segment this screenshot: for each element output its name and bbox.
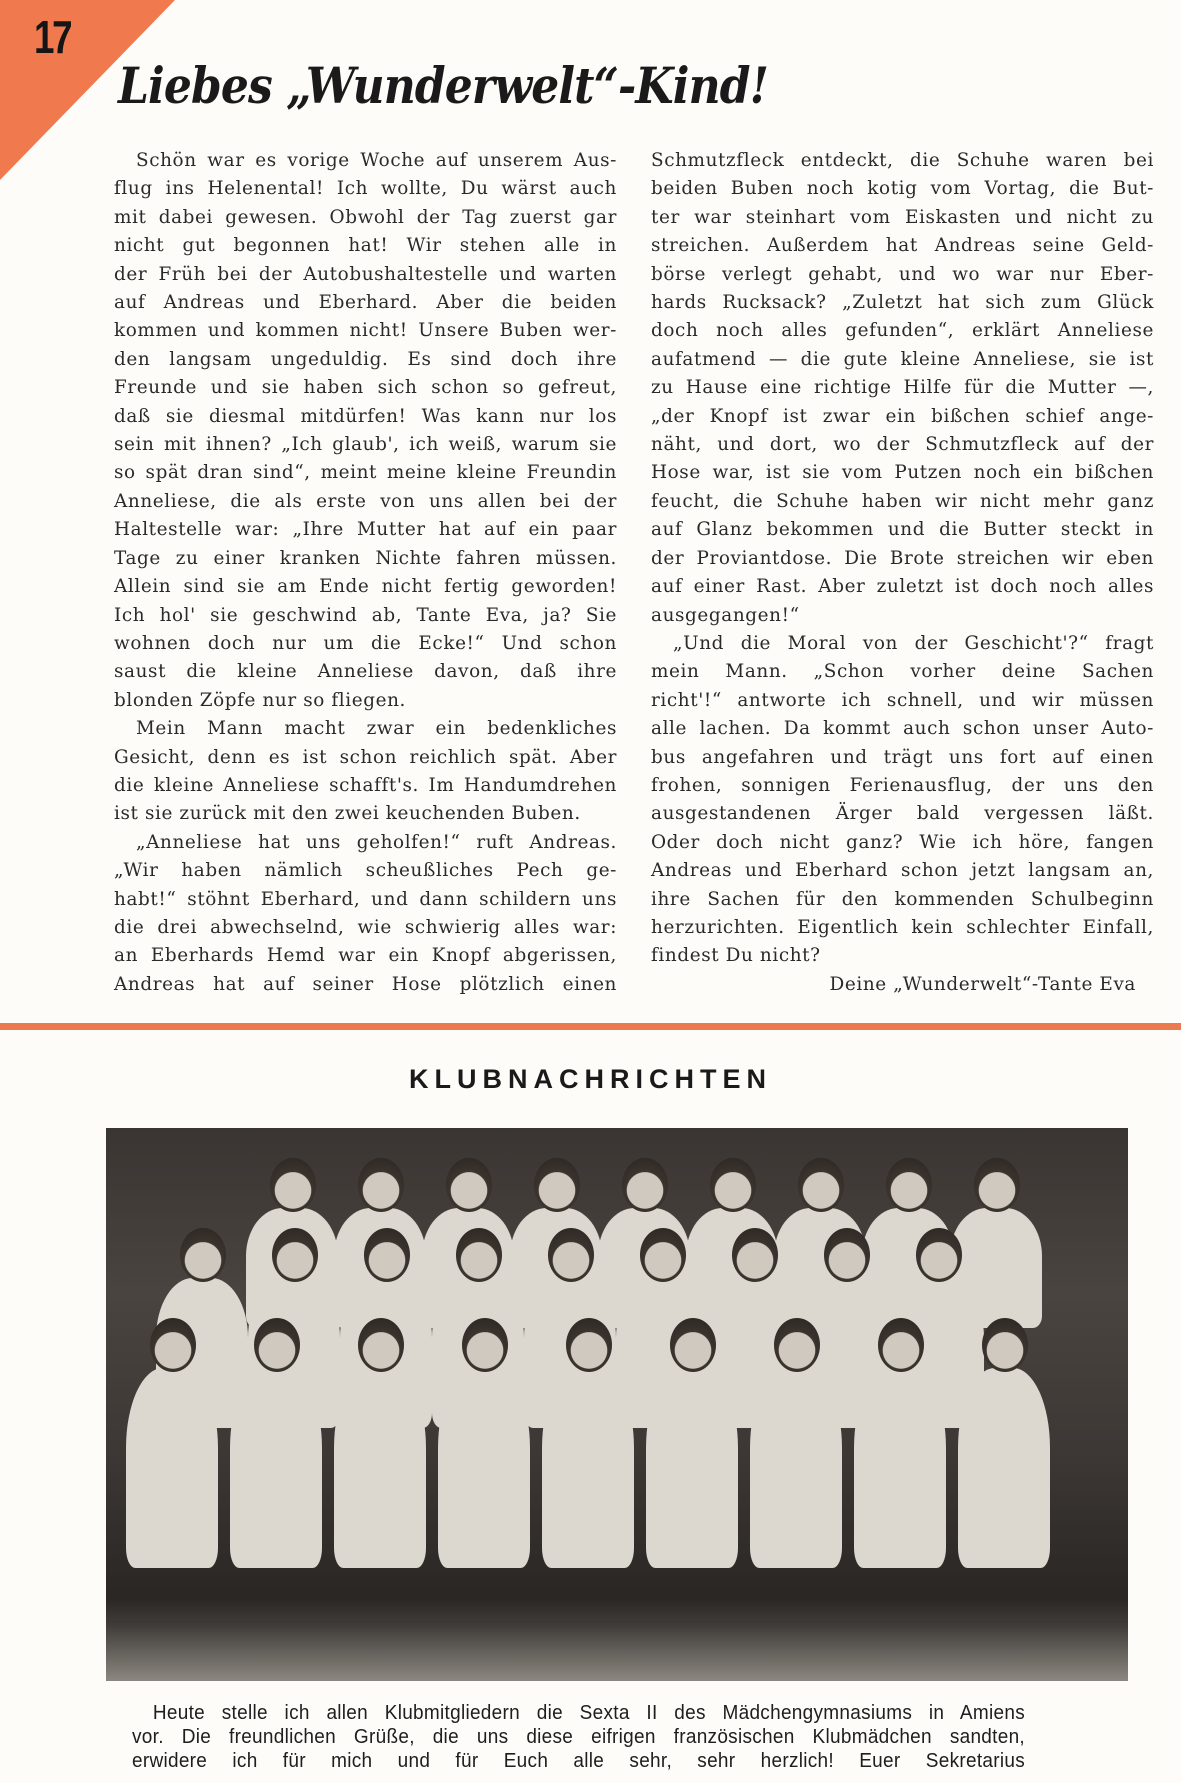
text-line: Andreas und Eberhard schon jetzt langsam an, bbox=[651, 860, 1154, 882]
photo-caption bbox=[132, 1701, 1025, 1773]
letter-column-left bbox=[114, 147, 617, 999]
text-line: Tage zu einer kranken Nichte fahren müssen. bbox=[114, 547, 617, 569]
caption-line: Heute stelle ich allen Klubmitgliedern die Sexta II des Mädchengymnasiums in Amiens bbox=[152, 1702, 1025, 1724]
photo-figure-head bbox=[774, 1318, 820, 1372]
text-line: kommen und kommen nicht! Unsere Buben wer- bbox=[114, 320, 617, 342]
text-line: auf Glanz bekommen und die Butter steckt in bbox=[651, 519, 1154, 541]
section-heading: KLUBNACHRICHTEN bbox=[409, 1064, 772, 1094]
text-line: bus angefahren und trägt uns fort auf einen bbox=[651, 746, 1154, 768]
letter-signature: Deine „Wunderwelt“-Tante Eva bbox=[829, 973, 1136, 995]
text-line: näht, und dort, wo der Schmutzfleck auf der bbox=[651, 434, 1154, 456]
text-line: Allein sind sie am Ende nicht fertig geworden! bbox=[114, 576, 617, 598]
text-line: ist sie zurück mit den zwei keuchenden Buben. bbox=[114, 803, 581, 825]
text-line: sein mit ihnen? „Ich glaub', ich weiß, warum sie bbox=[114, 434, 617, 456]
text-line: frohen, sonnigen Ferienausflug, der uns den bbox=[651, 774, 1154, 796]
photo-figure bbox=[334, 1368, 426, 1568]
text-line: findest Du nicht? bbox=[651, 945, 821, 967]
letter-title: Liebes „Wunderwelt“-Kind! bbox=[118, 56, 769, 115]
text-line: mit dabei gewesen. Obwohl der Tag zuerst gar bbox=[114, 206, 617, 228]
text-line: Hose war, ist sie vom Putzen noch ein bißchen bbox=[651, 462, 1154, 484]
caption-line: vor. Die freundlichen Grüße, die uns diese eifrigen französischen Klubmädchen sandten, bbox=[132, 1726, 1025, 1748]
text-line: auf einer Rast. Aber zuletzt ist doch noch alles bbox=[651, 576, 1154, 598]
text-line: habt!“ stöhnt Eberhard, und dann schildern uns bbox=[114, 888, 617, 910]
text-line: börse verlegt gehabt, und wo war nur Eber- bbox=[651, 263, 1154, 285]
text-line: der Proviantdose. Die Brote streichen wir eben bbox=[651, 547, 1154, 569]
text-line: blonden Zöpfe nur so fliegen. bbox=[114, 689, 406, 711]
text-line: flug ins Helenental! Ich wollte, Du wärst auch bbox=[114, 178, 617, 200]
photo-figure-head bbox=[886, 1158, 932, 1212]
text-line: Andreas hat auf seiner Hose plötzlich einen bbox=[114, 973, 617, 995]
photo-figure-head bbox=[710, 1158, 756, 1212]
text-line: ausgegangen!“ bbox=[651, 604, 800, 626]
text-line: nicht gut begonnen hat! Wir stehen alle in bbox=[114, 235, 617, 257]
text-line: Anneliese, die als erste von uns allen bei der bbox=[114, 490, 617, 512]
text-line: Haltestelle war: „Ihre Mutter hat auf ein paar bbox=[114, 519, 617, 541]
text-line: herzurichten. Eigentlich kein schlechter Einfall, bbox=[651, 916, 1154, 938]
text-line: Gesicht, denn es ist schon reichlich spät. Aber bbox=[114, 746, 617, 768]
text-line: wohnen doch nur um die Ecke!“ Und schon bbox=[114, 632, 617, 654]
photo-figure-head bbox=[358, 1318, 404, 1372]
text-line: „Und die Moral von der Geschicht'?“ fragt bbox=[673, 632, 1154, 654]
photo-figure-head bbox=[254, 1318, 300, 1372]
photo-figure-head bbox=[548, 1228, 594, 1282]
photo-figure bbox=[542, 1368, 634, 1568]
section-divider bbox=[0, 1023, 1181, 1030]
text-line: saust die kleine Anneliese davon, daß ihre bbox=[114, 661, 617, 683]
photo-figure bbox=[750, 1368, 842, 1568]
letter-column-right bbox=[651, 147, 1154, 999]
text-line: auf Andreas und Eberhard. Aber die beiden bbox=[114, 292, 617, 314]
photo-figure-head bbox=[732, 1228, 778, 1282]
photo-figure-head bbox=[622, 1158, 668, 1212]
photo-figure-head bbox=[180, 1228, 226, 1282]
text-line: Mein Mann macht zwar ein bedenkliches bbox=[136, 718, 617, 740]
photo-figure-head bbox=[446, 1158, 492, 1212]
text-line: Schmutzfleck entdeckt, die Schuhe waren bei bbox=[651, 150, 1154, 171]
text-line: die drei abwechselnd, wie schwierig alles war: bbox=[114, 916, 617, 938]
photo-figure-head bbox=[824, 1228, 870, 1282]
text-line: richt'!“ antworte ich schnell, und wir müssen bbox=[651, 689, 1154, 711]
text-line: der Früh bei der Autobushaltestelle und warten bbox=[114, 263, 617, 285]
photo-figure-head bbox=[566, 1318, 612, 1372]
text-line: ihre Sachen für den kommenden Schulbeginn bbox=[651, 888, 1154, 910]
photo-figure-head bbox=[358, 1158, 404, 1212]
text-line: „der Knopf ist zwar ein bißchen schief ange- bbox=[651, 405, 1154, 427]
text-line: hards Rucksack? „Zuletzt hat sich zum Glück bbox=[651, 292, 1154, 314]
photo-figure-head bbox=[974, 1158, 1020, 1212]
text-line: den langsam ungeduldig. Es sind doch ihre bbox=[114, 348, 617, 370]
photo-figure bbox=[958, 1368, 1050, 1568]
photo-figure-head bbox=[982, 1318, 1028, 1372]
photo-figure-head bbox=[670, 1318, 716, 1372]
photo-figure-head bbox=[798, 1158, 844, 1212]
text-line: beiden Buben noch kotig vom Vortag, die But- bbox=[651, 178, 1154, 200]
text-line: zu Hause eine richtige Hilfe für die Mutter —, bbox=[651, 377, 1154, 399]
text-line: so spät dran sind“, meint meine kleine Freundin bbox=[114, 462, 617, 484]
photo-figure bbox=[230, 1368, 322, 1568]
photo-figure-head bbox=[916, 1228, 962, 1282]
text-line: Ich hol' sie geschwind ab, Tante Eva, ja? Sie bbox=[114, 604, 617, 626]
text-line: „Wir haben nämlich scheußliches Pech ge- bbox=[114, 860, 617, 882]
photo-figure-head bbox=[640, 1228, 686, 1282]
text-line: Oder doch nicht ganz? Wie ich höre, fangen bbox=[651, 831, 1154, 853]
text-line: aufatmend — die gute kleine Anneliese, sie ist bbox=[651, 348, 1154, 370]
text-line: feucht, die Schuhe haben wir nicht mehr ganz bbox=[651, 490, 1154, 512]
photo-figure-head bbox=[270, 1158, 316, 1212]
caption-line: erwidere ich für mich und für Euch alle sehr, sehr herzlich! Euer Sekretarius bbox=[132, 1750, 1025, 1772]
photo-figure-head bbox=[534, 1158, 580, 1212]
text-line: die kleine Anneliese schafft's. Im Handumdrehen bbox=[114, 774, 617, 796]
text-line: Freunde und sie haben sich schon so gefreut, bbox=[114, 377, 617, 399]
text-line: ausgestandenen Ärger bald vergessen läßt. bbox=[651, 803, 1154, 825]
text-line: streichen. Außerdem hat Andreas seine Geld- bbox=[651, 235, 1154, 257]
text-line: an Eberhards Hemd war ein Knopf abgerissen, bbox=[114, 945, 617, 967]
page-number: 17 bbox=[34, 11, 71, 63]
photo-figure-head bbox=[364, 1228, 410, 1282]
photo-figure-head bbox=[878, 1318, 924, 1372]
photo-figure-head bbox=[456, 1228, 502, 1282]
text-line: „Anneliese hat uns geholfen!“ ruft Andreas. bbox=[136, 831, 617, 853]
photo-figure bbox=[438, 1368, 530, 1568]
text-line: ter war steinhart vom Eiskasten und nicht zu bbox=[651, 206, 1154, 228]
photo-ground bbox=[106, 1621, 1128, 1681]
photo-figure-head bbox=[272, 1228, 318, 1282]
text-line: alle lachen. Da kommt auch schon unser Auto- bbox=[651, 718, 1154, 740]
group-photo bbox=[106, 1128, 1128, 1681]
photo-figure bbox=[126, 1368, 218, 1568]
text-line: doch noch alles gefunden“, erklärt Anneliese bbox=[651, 320, 1154, 342]
photo-figure bbox=[854, 1368, 946, 1568]
photo-figure-head bbox=[150, 1318, 196, 1372]
text-line: daß sie diesmal mitdürfen! Was kann nur los bbox=[114, 405, 617, 427]
text-line: mein Mann. „Schon vorher deine Sachen bbox=[651, 661, 1154, 683]
photo-figure-head bbox=[462, 1318, 508, 1372]
photo-figure bbox=[646, 1368, 738, 1568]
text-line: Schön war es vorige Woche auf unserem Aus- bbox=[136, 150, 617, 171]
